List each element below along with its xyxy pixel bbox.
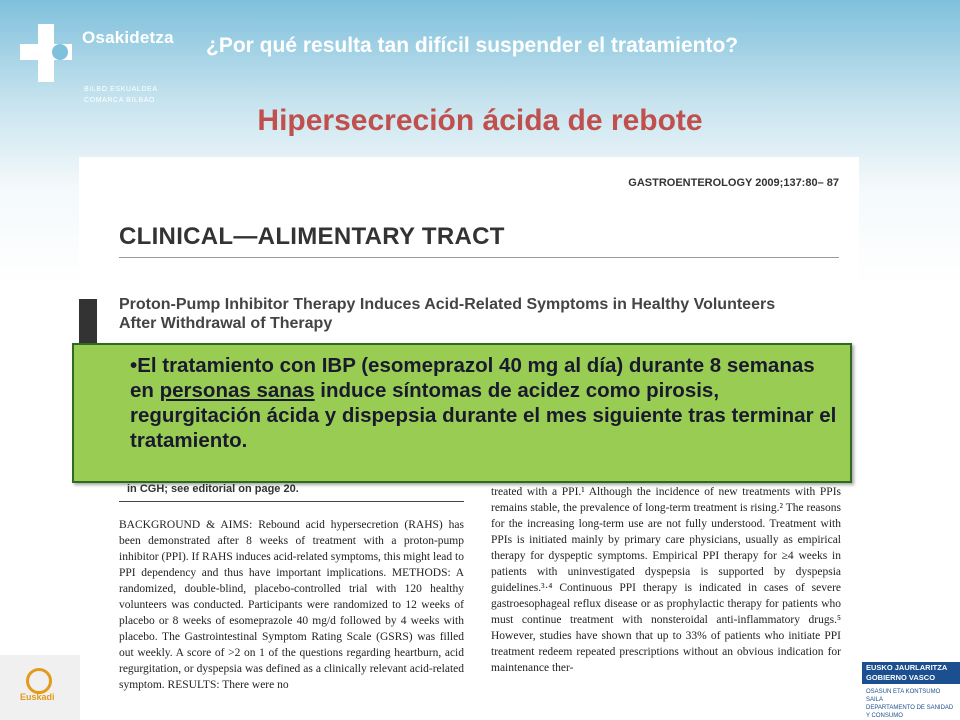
gv-line-2: GOBIERNO VASCO — [866, 673, 936, 682]
callout-text — [130, 353, 842, 453]
gv-line-1: EUSKO JAURLARITZA — [866, 663, 948, 672]
osakidetza-logo-icon — [20, 24, 72, 82]
slide-question: ¿Por qué resulta tan difícil suspender el tratamiento? — [206, 34, 739, 57]
brand-subtitle-1: BILBO ESKUALDEA — [84, 86, 158, 93]
divider — [119, 257, 839, 258]
slide-title: Hipersecreción ácida de rebote — [257, 104, 703, 137]
section-marker — [79, 299, 97, 345]
summary-callout — [72, 343, 852, 483]
callout-emphasis: personas sanas — [159, 379, 315, 402]
gobierno-vasco-banner — [862, 662, 960, 684]
brand-name: Osakidetza — [82, 28, 174, 47]
journal-citation: GASTROENTEROLOGY 2009;137:80– 87 — [628, 177, 839, 189]
divider — [119, 501, 464, 502]
bullet-icon: • — [130, 354, 138, 377]
gv-department — [866, 688, 958, 720]
editorial-note: in CGH; see editorial on page 20. — [127, 483, 299, 495]
article-title: Proton-Pump Inhibitor Therapy Induces Acid-Related Symptoms in Healthy Volunteers After Withdrawal of Therapy — [119, 296, 776, 332]
brand-subtitle-2: COMARCA BILBAO — [84, 97, 156, 104]
gv-dept-1: OSASUN ETA KONTSUMO SAILA — [866, 689, 941, 703]
journal-section: CLINICAL—ALIMENTARY TRACT — [119, 223, 505, 250]
callout-part-1: El tratamiento con IBP (esomeprazol 40 mg al día) durante 8 semanas en — [130, 354, 815, 402]
euskadi-label: Euskadi — [20, 692, 55, 702]
gv-dept-2: DEPARTAMENTO DE SANIDAD Y CONSUMO — [866, 705, 954, 719]
euskadi-logo-icon — [26, 668, 52, 694]
abstract-column: BACKGROUND & AIMS: Rebound acid hypersecretion (RAHS) has been demonstrated after 8 weeks of treatment with a proton-pump inhibitor (PPI). If RAHS induces acid-related symptoms, this might lead to PPI dependency and thus have important implications. METHODS: A randomized, double-blind, placebo-controlled trial with 120 healthy volunteers was conducted. Participants were randomized to 12 weeks of placebo or 8 weeks of esomeprazole 40 mg/d followed by 4 weeks with placebo. The Gastrointestinal Symptom Rating Scale (GSRS) was filled out weekly. A score of >2 on 1 of the questions regarding heartburn, acid regurgitation, or dyspepsia was defined as a clinically relevant acid-related symptom. RESULTS: There were no — [119, 519, 464, 691]
body-column: treated with a PPI.¹ Although the incidence of new treatments with PPIs remains stable, the prevalence of long-term treatment is rising.² The reasons for the increasing long-term use are not fully understood. Treatment with PPIs is initiated mainly by primary care physicians, usually as empirical therapy for dyspeptic symptoms. Empirical PPI therapy for ≥4 weeks in patients with uninvestigated dyspepsia is supported by dyspepsia guidelines.³·⁴ Continuous PPI therapy is indicated in cases of severe gastroesophageal reflux disease or as prophylactic therapy for patients who must continue treatment with nonsteroidal anti-inflammatory drugs.⁵ However, studies have shown that up to 33% of patients who initiate PPI treatment redeem repeated prescriptions without an obvious indication for maintenance ther- — [491, 486, 841, 674]
callout-part-2: induce síntomas de acidez como pirosis, regurgitación ácida y dispepsia durante el mes siguiente tras terminar el tratamiento. — [130, 379, 837, 452]
